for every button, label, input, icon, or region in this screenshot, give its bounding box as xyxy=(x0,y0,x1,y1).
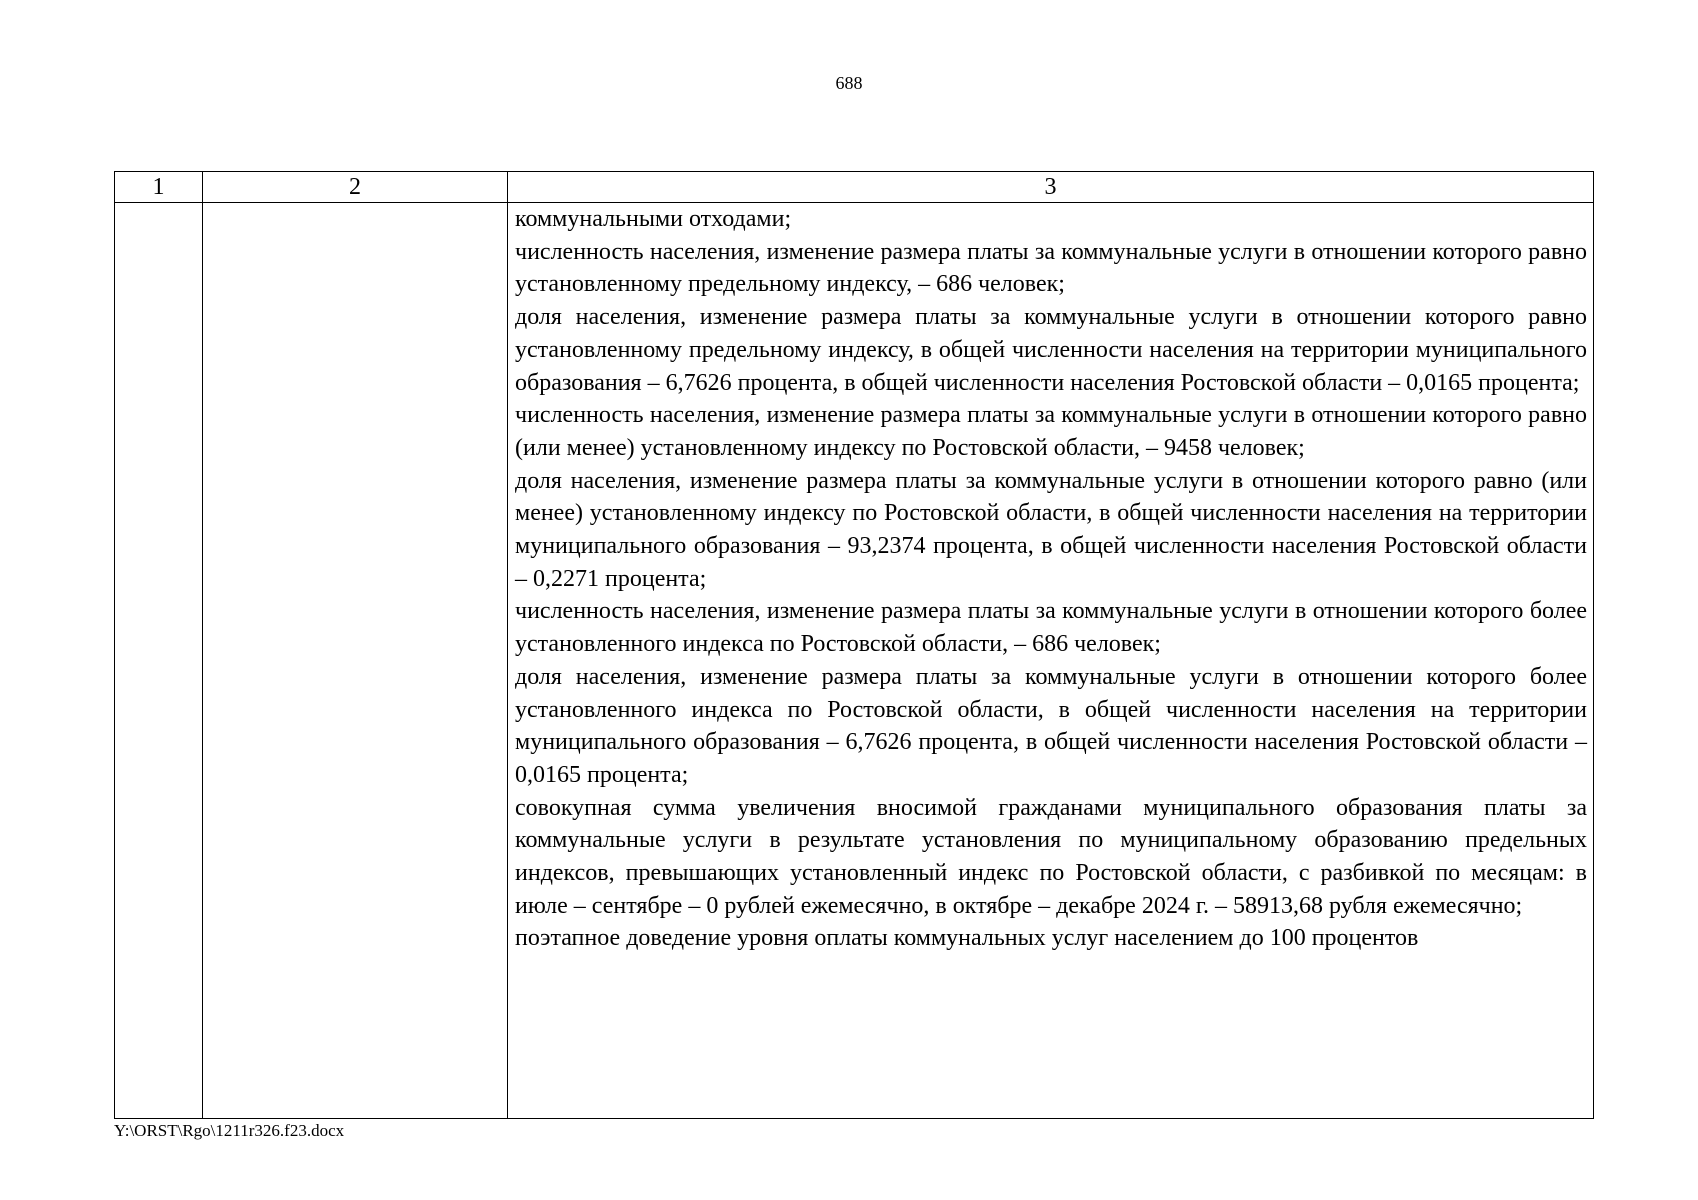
paragraph: совокупная сумма увеличения вносимой гражданами муниципального образования платы за коммунальные услуги в результате установления по муниципальному образованию предельных индексов, превышающих установленный индекс по Ростовской области, с разбивкой по месяцам: в июле – сентябре – 0 рублей ежемесячно, в октябре – декабре 2024 г. – 58913,68 рубля ежемесячно; xyxy=(515,794,1587,919)
column-header-3: 3 xyxy=(508,172,1594,203)
paragraph: доля населения, изменение размера платы за коммунальные услуги в отношении которого равно установленному предельному индексу, в общей численности населения на территории муниципального образования – 6,7626 процента, в общей численности населения Ростовской области – 0,0165 процента; xyxy=(515,304,1587,396)
document-table xyxy=(114,171,1594,1119)
column-header-2: 2 xyxy=(203,172,508,203)
paragraph: доля населения, изменение размера платы за коммунальные услуги в отношении которого более установленного индекса по Ростовской области, в общей численности населения на территории муниципального образования – 6,7626 процента, в общей численности населения Ростовской области – 0,0165 процента; xyxy=(515,663,1587,788)
paragraph: поэтапное доведение уровня оплаты коммунальных услуг населением до 100 процентов xyxy=(515,925,1419,952)
table-header-row xyxy=(115,172,1594,203)
table-cell-col2 xyxy=(203,203,508,1119)
file-path-footer: Y:\ORST\Rgo\1211r326.f23.docx xyxy=(114,1121,345,1140)
paragraph: численность населения, изменение размера платы за коммунальные услуги в отношении которого более установленного индекса по Ростовской области, – 686 человек; xyxy=(515,598,1587,658)
table-cell-col1 xyxy=(115,203,203,1119)
table-row xyxy=(115,203,1594,1119)
paragraph: коммунальными отходами; xyxy=(515,206,792,232)
paragraph: доля населения, изменение размера платы за коммунальные услуги в отношении которого равно (или менее) установленному индексу по Ростовской области, в общей численности населения на территории муниципального образования – 93,2374 процента, в общей численности населения Ростовской области – 0,2271 процента; xyxy=(515,467,1587,592)
page-number: 688 xyxy=(835,73,863,93)
table-cell-col3 xyxy=(508,203,1594,1119)
paragraph: численность населения, изменение размера платы за коммунальные услуги в отношении которого равно установленному предельному индексу, – 686 человек; xyxy=(515,238,1587,298)
paragraph: численность населения, изменение размера платы за коммунальные услуги в отношении которого равно (или менее) установленному индексу по Ростовской области, – 9458 человек; xyxy=(515,402,1587,461)
column-header-1: 1 xyxy=(115,172,203,203)
